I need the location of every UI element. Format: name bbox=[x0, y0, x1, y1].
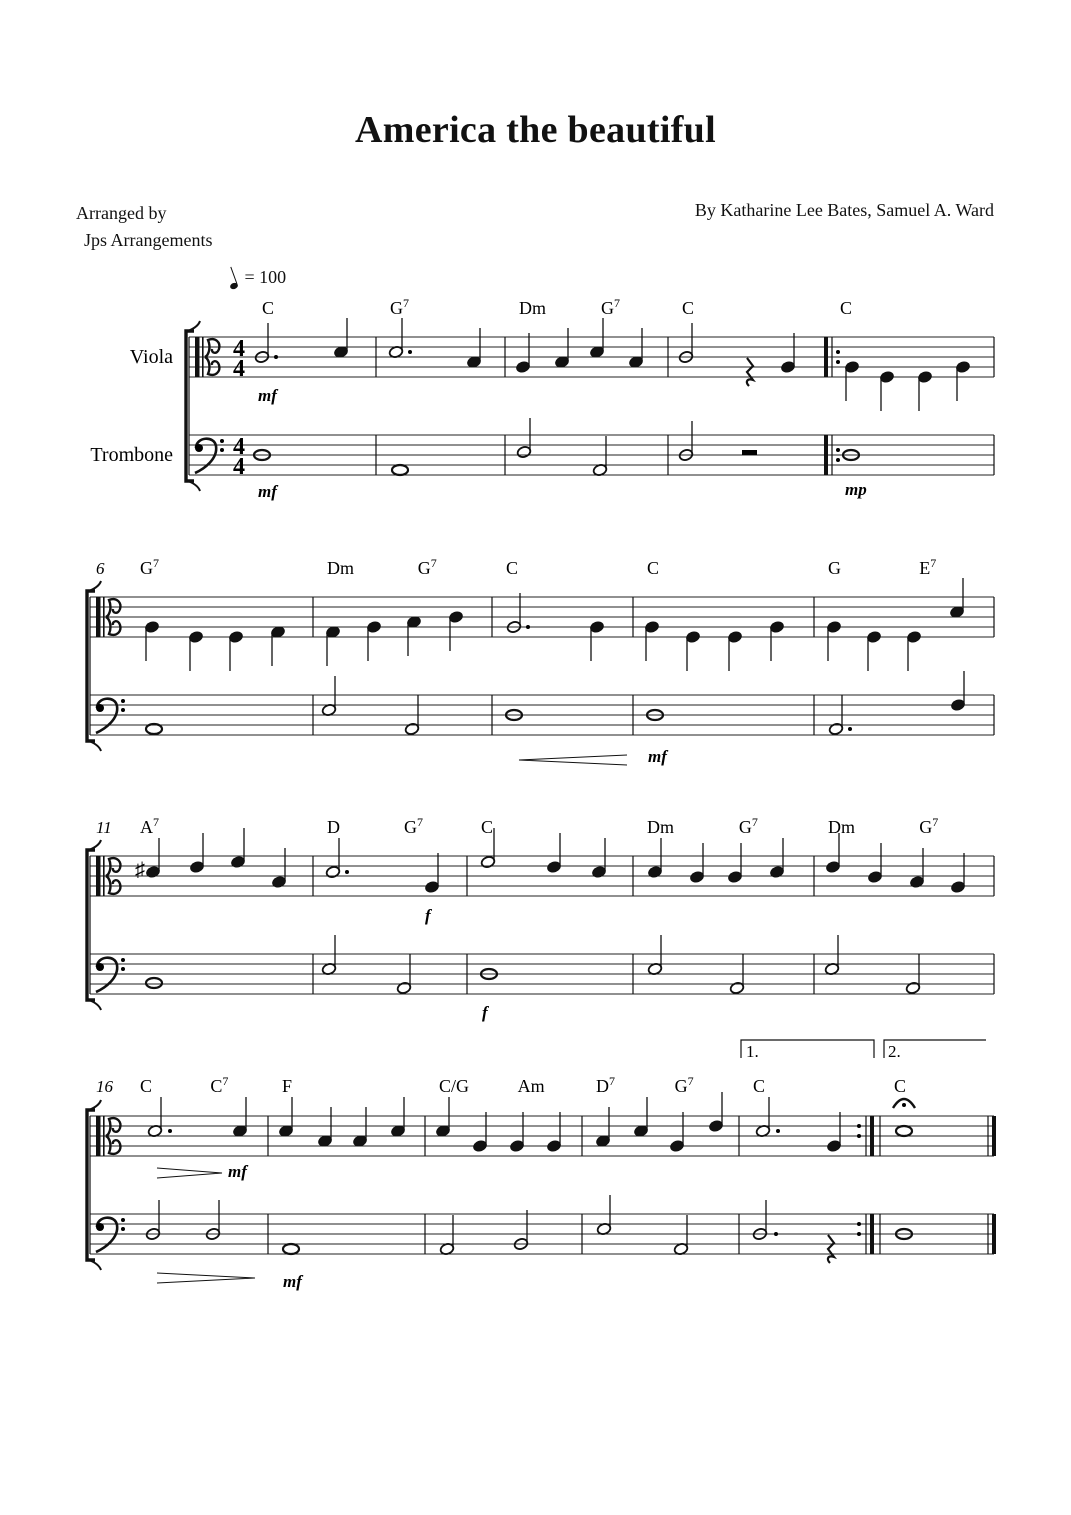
trombone-staff bbox=[90, 954, 994, 994]
chord-symbol: Dm bbox=[519, 298, 546, 318]
chord-symbol: $G^7$ bbox=[738, 815, 758, 837]
whole-note bbox=[283, 1244, 299, 1254]
half-rest-icon bbox=[742, 450, 757, 455]
viola-staff bbox=[90, 597, 994, 637]
augmentation-dot bbox=[857, 1222, 861, 1226]
dynamic-marking: mf bbox=[648, 747, 667, 766]
clef-dot bbox=[121, 958, 125, 962]
system-bracket bbox=[87, 850, 95, 1000]
augmentation-dot bbox=[774, 1232, 778, 1236]
instrument-name-viola: Viola bbox=[129, 346, 173, 368]
chord-symbol: $G^7$ bbox=[674, 1074, 694, 1096]
augmentation-dot bbox=[836, 458, 840, 462]
augmentation-dot bbox=[836, 350, 840, 354]
augmentation-dot bbox=[836, 360, 840, 364]
augmentation-dot bbox=[848, 727, 852, 731]
chord-symbol: Dm bbox=[647, 817, 674, 837]
clef-dot bbox=[96, 963, 104, 971]
augmentation-dot bbox=[857, 1134, 861, 1138]
augmentation-dot bbox=[274, 355, 278, 359]
trombone-staff bbox=[189, 435, 994, 475]
augmentation-dot bbox=[857, 1232, 861, 1236]
augmentation-dot bbox=[168, 1129, 172, 1133]
chord-symbol: Dm bbox=[828, 817, 855, 837]
measure-number: 11 bbox=[96, 818, 112, 837]
dynamic-marking: f bbox=[482, 1003, 488, 1022]
clef-dot bbox=[220, 448, 224, 452]
clef-dot bbox=[96, 704, 104, 712]
chord-symbol: $G^7$ bbox=[600, 296, 620, 318]
clef-bar bbox=[195, 337, 200, 377]
dynamic-marking: mf bbox=[258, 386, 277, 405]
decrescendo-hairpin bbox=[157, 1273, 255, 1283]
whole-note bbox=[896, 1126, 912, 1136]
chord-symbol: Am bbox=[517, 1076, 545, 1096]
chord-symbol: C bbox=[753, 1076, 766, 1096]
instrument-name-trombone: Trombone bbox=[90, 444, 173, 466]
bass-clef-icon bbox=[195, 439, 224, 473]
time-signature-bottom: 4 bbox=[233, 356, 245, 382]
chord-symbol: $A^7$ bbox=[140, 815, 159, 837]
quarter-rest-icon bbox=[828, 1235, 834, 1263]
time-signature-bottom: 4 bbox=[233, 454, 245, 480]
chord-symbol: G bbox=[828, 558, 841, 578]
dynamic-marking: mf bbox=[228, 1162, 247, 1181]
bass-clef-icon bbox=[96, 1218, 125, 1252]
dynamic-marking: mp bbox=[845, 480, 867, 499]
clef-bar bbox=[103, 597, 105, 637]
chord-symbol: C bbox=[481, 817, 494, 837]
chord-symbol: C/G bbox=[439, 1076, 470, 1096]
tempo-value: = 100 bbox=[244, 267, 287, 287]
chord-symbol: C bbox=[262, 298, 275, 318]
clef-dot bbox=[195, 444, 203, 452]
augmentation-dot bbox=[776, 1129, 780, 1133]
augmentation-dot bbox=[526, 625, 530, 629]
clef-dot bbox=[121, 1218, 125, 1222]
clef-dot bbox=[121, 699, 125, 703]
chord-symbol: $G^7$ bbox=[140, 556, 159, 578]
chord-symbol: $G^7$ bbox=[390, 296, 409, 318]
augmentation-dot bbox=[345, 870, 349, 874]
chord-symbol: C bbox=[140, 1076, 153, 1096]
clef-curve bbox=[96, 699, 117, 733]
fermata-dot bbox=[902, 1103, 906, 1107]
clef-bar bbox=[96, 597, 101, 637]
clef-dot bbox=[121, 967, 125, 971]
time-signature-top: 4 bbox=[233, 434, 245, 460]
quarter-rest-icon bbox=[747, 358, 753, 386]
chord-symbol: F bbox=[282, 1076, 293, 1096]
sharp-accidental: ♯ bbox=[135, 859, 145, 881]
chord-symbol: D bbox=[327, 817, 340, 837]
system-bracket bbox=[87, 1110, 95, 1260]
volta-label-1: 1. bbox=[746, 1042, 759, 1061]
clef-dot bbox=[96, 1223, 104, 1231]
trombone-staff bbox=[90, 695, 994, 735]
clef-bar bbox=[96, 1116, 101, 1156]
chord-symbol: C bbox=[840, 298, 853, 318]
clef-dot bbox=[220, 439, 224, 443]
dynamic-marking: mf bbox=[283, 1272, 302, 1291]
arranger-line-1: Arranged by bbox=[76, 203, 167, 223]
measure-number: 16 bbox=[96, 1077, 113, 1096]
measure-number: 6 bbox=[96, 559, 105, 578]
chord-symbol: $D^7$ bbox=[596, 1074, 615, 1096]
volta-label-2: 2. bbox=[888, 1042, 901, 1061]
chord-symbol: $G^7$ bbox=[417, 556, 437, 578]
chord-symbol: $E^7$ bbox=[919, 556, 937, 578]
bass-clef-icon bbox=[96, 699, 125, 733]
clef-curve bbox=[96, 1218, 117, 1252]
score-title: America the beautiful bbox=[355, 109, 716, 151]
chord-symbol: C bbox=[506, 558, 519, 578]
clef-bar bbox=[202, 337, 204, 377]
whole-note bbox=[392, 465, 408, 475]
chord-symbol: Dm bbox=[327, 558, 354, 578]
augmentation-dot bbox=[836, 448, 840, 452]
clef-dot bbox=[121, 708, 125, 712]
time-signature-top: 4 bbox=[233, 336, 245, 362]
decrescendo-hairpin bbox=[157, 1168, 222, 1178]
viola-staff bbox=[90, 856, 994, 896]
system-bracket bbox=[186, 331, 194, 481]
dynamic-marking: mf bbox=[258, 482, 277, 501]
chord-symbol: C bbox=[894, 1076, 907, 1096]
chord-symbol: $C^7$ bbox=[210, 1074, 229, 1096]
chord-symbol: C bbox=[647, 558, 660, 578]
viola-staff bbox=[189, 337, 994, 377]
chord-symbol: $G^7$ bbox=[919, 815, 939, 837]
system-bracket bbox=[87, 591, 95, 741]
composer-credit: By Katharine Lee Bates, Samuel A. Ward bbox=[694, 200, 994, 220]
clef-bar bbox=[96, 856, 101, 896]
clef-bar bbox=[103, 1116, 105, 1156]
volta-bracket-1 bbox=[741, 1040, 874, 1058]
arranger-line-2: Jps Arrangements bbox=[84, 230, 213, 250]
chord-symbol: C bbox=[682, 298, 695, 318]
clef-dot bbox=[121, 1227, 125, 1231]
clef-curve bbox=[195, 439, 216, 473]
bass-clef-icon bbox=[96, 958, 125, 992]
dynamic-marking: f bbox=[425, 906, 431, 925]
crescendo-hairpin bbox=[519, 755, 627, 765]
whole-note bbox=[146, 978, 162, 988]
clef-bar bbox=[103, 856, 105, 896]
clef-curve bbox=[96, 958, 117, 992]
augmentation-dot bbox=[408, 350, 412, 354]
augmentation-dot bbox=[857, 1124, 861, 1128]
chord-symbol: $G^7$ bbox=[404, 815, 423, 837]
